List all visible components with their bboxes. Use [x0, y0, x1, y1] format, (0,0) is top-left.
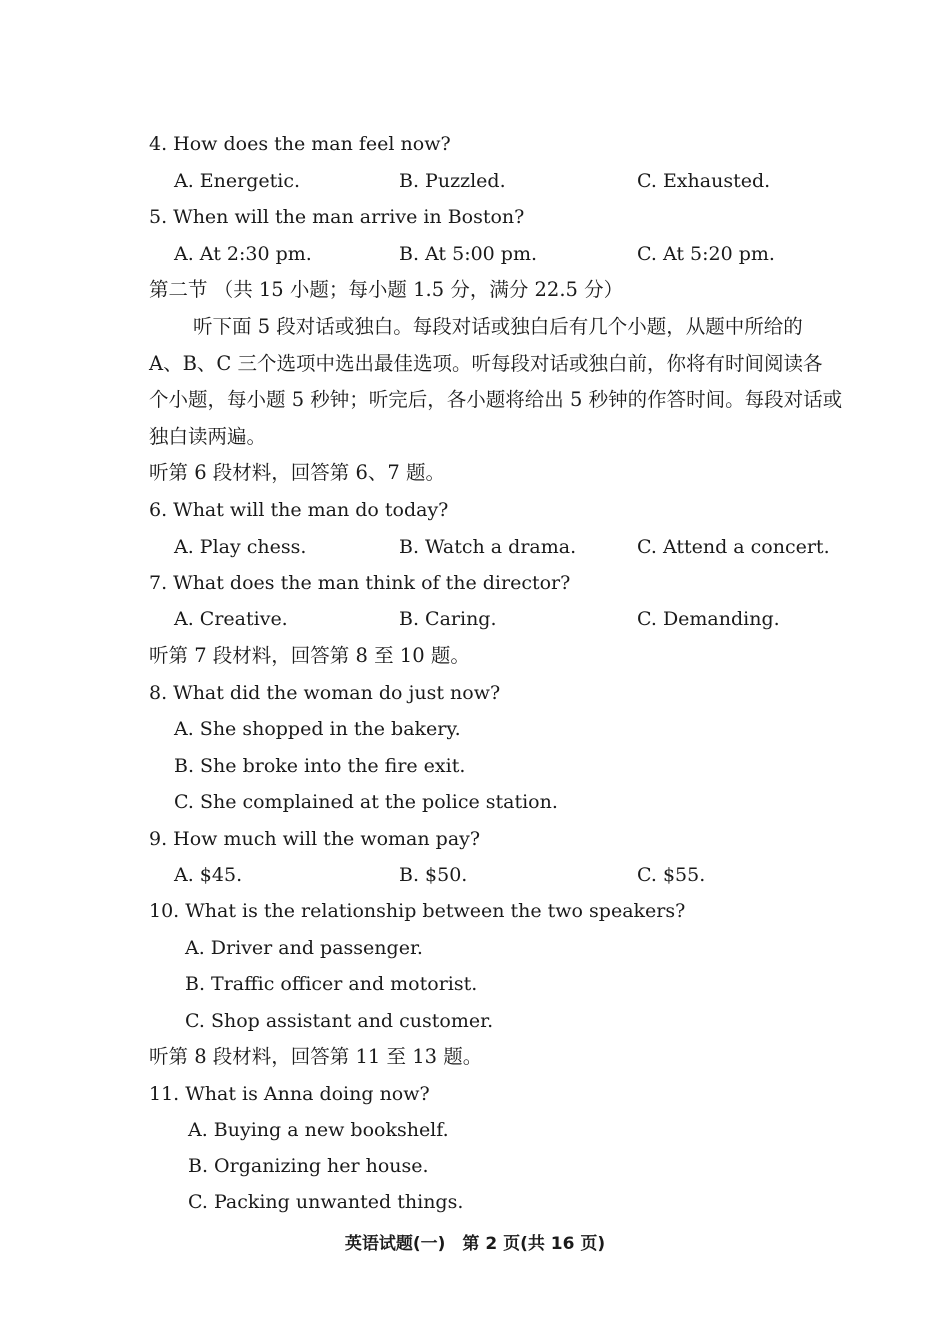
- section-2-instruction-line-2: A、B、C 三个选项中选出最佳选项。听每段对话或独白前，你将有时间阅读各: [149, 352, 823, 375]
- q10-option-c: C. Shop assistant and customer.: [185, 1010, 494, 1032]
- section-2-header: 第二节 （共 15 小题；每小题 1.5 分，满分 22.5 分）: [149, 278, 624, 301]
- q4-option-b: B. Puzzled.: [399, 170, 506, 192]
- q7-option-b: B. Caring.: [399, 608, 497, 630]
- q7-option-a: A. Creative.: [174, 608, 288, 630]
- material-6-heading: 听第 6 段材料，回答第 6、7 题。: [149, 461, 446, 484]
- section-2-instruction-line-4: 独白读两遍。: [149, 425, 267, 448]
- q5-option-a: A. At 2:30 pm.: [174, 243, 312, 265]
- q4-option-c: C. Exhausted.: [637, 170, 771, 192]
- material-7-heading: 听第 7 段材料，回答第 8 至 10 题。: [149, 644, 470, 667]
- q8-option-c: C. She complained at the police station.: [174, 791, 558, 813]
- q11-option-a: A. Buying a new bookshelf.: [188, 1119, 449, 1141]
- material-8-heading: 听第 8 段材料，回答第 11 至 13 题。: [149, 1045, 483, 1068]
- q6-option-b: B. Watch a drama.: [399, 536, 577, 558]
- q9-option-c: C. $55.: [637, 864, 706, 886]
- q6-option-c: C. Attend a concert.: [637, 536, 830, 558]
- section-2-instruction-line-3: 个小题，每小题 5 秒钟；听完后，各小题将给出 5 秒钟的作答时间。每段对话或: [149, 388, 843, 411]
- question-8-stem: 8. What did the woman do just now?: [149, 682, 501, 704]
- q11-option-c: C. Packing unwanted things.: [188, 1191, 464, 1213]
- question-10-stem: 10. What is the relationship between the two speakers?: [149, 900, 686, 922]
- page-footer: 英语试题(一) 第 2 页(共 16 页): [344, 1234, 606, 1254]
- question-9-stem: 9. How much will the woman pay?: [149, 828, 481, 850]
- q4-option-a: A. Energetic.: [174, 170, 301, 192]
- question-7-stem: 7. What does the man think of the director?: [149, 572, 571, 594]
- question-5-stem: 5. When will the man arrive in Boston?: [149, 206, 525, 228]
- q6-option-a: A. Play chess.: [174, 536, 307, 558]
- q10-option-b: B. Traffic officer and motorist.: [185, 973, 478, 995]
- q11-option-b: B. Organizing her house.: [188, 1155, 429, 1177]
- q8-option-a: A. She shopped in the bakery.: [174, 718, 461, 740]
- question-4-stem: 4. How does the man feel now?: [149, 133, 451, 155]
- section-2-instruction-line-1: 听下面 5 段对话或独白。每段对话或独白后有几个小题，从题中所给的: [193, 315, 803, 338]
- q5-option-c: C. At 5:20 pm.: [637, 243, 775, 265]
- question-11-stem: 11. What is Anna doing now?: [149, 1083, 430, 1105]
- question-6-stem: 6. What will the man do today?: [149, 499, 449, 521]
- q7-option-c: C. Demanding.: [637, 608, 780, 630]
- q5-option-b: B. At 5:00 pm.: [399, 243, 538, 265]
- q8-option-b: B. She broke into the fire exit.: [174, 755, 466, 777]
- q9-option-a: A. $45.: [174, 864, 243, 886]
- q9-option-b: B. $50.: [399, 864, 468, 886]
- q10-option-a: A. Driver and passenger.: [185, 937, 423, 959]
